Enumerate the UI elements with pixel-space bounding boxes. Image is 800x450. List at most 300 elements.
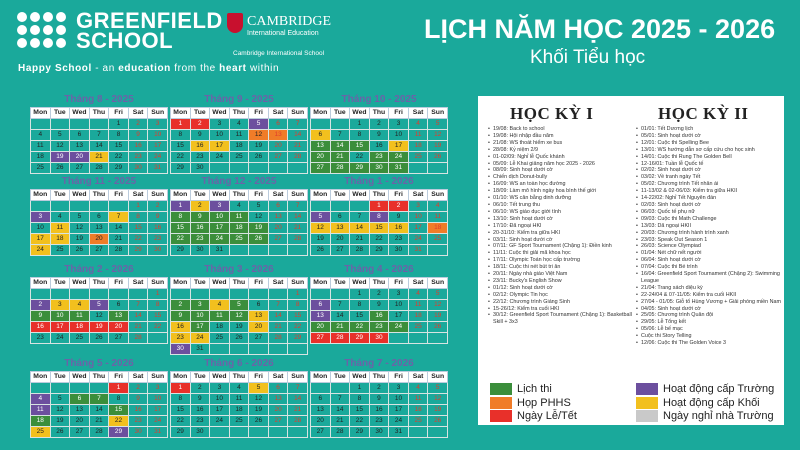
event-item: • 25/05: Chương trình Quân đội — [636, 312, 784, 319]
empty-cell — [350, 201, 370, 212]
empty-cell — [31, 201, 51, 212]
empty-cell — [89, 119, 109, 130]
day-cell: 11 — [408, 300, 428, 311]
weekday-header: Fri — [389, 108, 409, 119]
empty-cell — [109, 289, 129, 300]
day-cell: 21 — [89, 152, 109, 163]
day-cell: 19 — [428, 405, 448, 416]
weekday-header: Tue — [330, 190, 350, 201]
event-item: • 20/11: Ngày nhà giáo Việt Nam — [488, 271, 636, 278]
weekday-header: Fri — [109, 372, 129, 383]
day-cell: 5 — [70, 212, 90, 223]
day-cell: 26 — [229, 333, 249, 344]
day-cell: 7 — [330, 394, 350, 405]
day-cell: 20 — [89, 234, 109, 245]
day-cell: 11 — [428, 212, 448, 223]
day-cell: 28 — [89, 163, 109, 174]
empty-cell — [89, 289, 109, 300]
day-cell: 21 — [128, 322, 148, 333]
day-cell: 4 — [428, 201, 448, 212]
day-cell: 21 — [89, 416, 109, 427]
day-cell: 16 — [369, 311, 389, 322]
weekday-header: Sun — [148, 278, 168, 289]
weekday-header: Fri — [109, 278, 129, 289]
empty-cell — [428, 163, 448, 174]
day-cell: 21 — [288, 223, 308, 234]
event-item: • 18/09: Làm mô hình ngày hoa bình thế giới — [488, 188, 636, 195]
month-calendar — [30, 93, 168, 174]
weekday-header: Tue — [190, 190, 210, 201]
weekday-header: Wed — [210, 190, 230, 201]
weekday-header: Fri — [389, 372, 409, 383]
empty-cell — [268, 427, 288, 438]
weekday-header: Sun — [288, 108, 308, 119]
day-cell: 31 — [190, 344, 210, 355]
day-cell: 25 — [50, 245, 70, 256]
day-cell: 14 — [89, 141, 109, 152]
weekday-header: Wed — [210, 372, 230, 383]
day-cell: 28 — [288, 152, 308, 163]
day-cell: 5 — [249, 119, 269, 130]
day-cell: 2 — [190, 119, 210, 130]
weekday-header: Mon — [31, 190, 51, 201]
empty-cell — [311, 119, 331, 130]
weekday-header: Fri — [249, 372, 269, 383]
weekday-header: Wed — [210, 108, 230, 119]
day-cell: 31 — [389, 163, 409, 174]
weekday-header: Fri — [389, 190, 409, 201]
day-cell: 16 — [148, 223, 168, 234]
day-cell: 13 — [311, 141, 331, 152]
weekday-header: Sat — [128, 278, 148, 289]
day-cell: 2 — [369, 383, 389, 394]
event-item: • 09/03: Cuộc thi Math Challenge — [636, 216, 784, 223]
event-item: • 20/03: Chương trình hành trình xanh — [636, 230, 784, 237]
weekday-header: Sun — [148, 108, 168, 119]
day-cell: 30 — [128, 163, 148, 174]
day-cell: 7 — [268, 300, 288, 311]
day-cell: 20 — [268, 223, 288, 234]
legend-label: Ngày nghỉ nhà Trường — [663, 410, 774, 422]
day-cell: 11 — [31, 405, 51, 416]
day-cell: 10 — [210, 212, 230, 223]
day-cell: 13 — [311, 311, 331, 322]
empty-cell — [428, 427, 448, 438]
empty-cell — [210, 344, 230, 355]
month-grid — [30, 107, 168, 174]
day-cell: 10 — [389, 300, 409, 311]
day-cell: 17 — [210, 405, 230, 416]
tagline — [18, 63, 279, 74]
weekday-header: Wed — [210, 278, 230, 289]
weekday-header: Thu — [89, 190, 109, 201]
day-cell: 24 — [50, 333, 70, 344]
empty-cell — [31, 289, 51, 300]
day-cell: 21 — [330, 322, 350, 333]
day-cell: 10 — [408, 212, 428, 223]
day-cell: 1 — [109, 383, 129, 394]
weekday-header: Thu — [369, 372, 389, 383]
day-cell: 23 — [369, 416, 389, 427]
month-title: Tháng 1 - 2026 — [344, 176, 414, 187]
day-cell: 8 — [171, 394, 191, 405]
event-item: • 23/03: Speak Out Season 1 — [636, 237, 784, 244]
month-grid — [170, 277, 308, 355]
day-cell: 6 — [249, 300, 269, 311]
weekday-header: Thu — [229, 278, 249, 289]
day-cell: 13 — [311, 405, 331, 416]
event-item: • 14-22/02: Nghỉ Tết Nguyên đán — [636, 195, 784, 202]
day-cell: 12 — [89, 311, 109, 322]
weekday-header: Sat — [268, 108, 288, 119]
empty-cell — [330, 119, 350, 130]
day-cell: 6 — [311, 300, 331, 311]
day-cell: 26 — [249, 152, 269, 163]
empty-cell — [311, 201, 331, 212]
event-item: • 13/03: Dã ngoại HKII — [636, 223, 784, 230]
day-cell: 8 — [350, 394, 370, 405]
day-cell: 17 — [389, 311, 409, 322]
day-cell: 24 — [210, 416, 230, 427]
empty-cell — [229, 289, 249, 300]
day-cell: 14 — [330, 311, 350, 322]
day-cell: 20 — [330, 234, 350, 245]
weekday-header: Thu — [89, 278, 109, 289]
month-calendar — [170, 175, 308, 256]
day-cell: 15 — [148, 311, 168, 322]
day-cell: 3 — [148, 119, 168, 130]
day-cell: 11 — [50, 223, 70, 234]
event-item: • 12/06: Cuộc thi The Golden Voice 3 — [636, 340, 784, 347]
weekday-header: Tue — [50, 108, 70, 119]
day-cell: 31 — [389, 427, 409, 438]
day-cell: 7 — [330, 130, 350, 141]
empty-cell — [311, 383, 331, 394]
day-cell: 2 — [31, 300, 51, 311]
empty-cell — [210, 427, 230, 438]
month-calendar — [170, 357, 308, 438]
empty-cell — [249, 344, 269, 355]
day-cell: 10 — [148, 394, 168, 405]
legend-label: Họp PHHS — [517, 396, 571, 409]
day-cell: 29 — [369, 245, 389, 256]
day-cell: 1 — [350, 119, 370, 130]
event-item: • 07/04: Cuộc thi Bé trình — [636, 264, 784, 271]
empty-cell — [31, 383, 51, 394]
month-calendars — [30, 93, 450, 443]
day-cell: 2 — [171, 300, 191, 311]
day-cell: 27 — [330, 245, 350, 256]
empty-cell — [249, 289, 269, 300]
day-cell: 9 — [190, 212, 210, 223]
event-item: • 27/04 - 01/05: Giỗ tổ Hùng Vương + Giải phóng miền Nam — [636, 299, 784, 306]
day-cell: 1 — [369, 201, 389, 212]
day-cell: 26 — [50, 427, 70, 438]
weekday-header: Wed — [70, 278, 90, 289]
day-cell: 7 — [288, 383, 308, 394]
day-cell: 29 — [171, 163, 191, 174]
day-cell: 26 — [311, 245, 331, 256]
event-item: • 02/02: Sinh hoạt dưới cờ — [636, 167, 784, 174]
day-cell: 23 — [190, 416, 210, 427]
day-cell: 4 — [31, 394, 51, 405]
tagline-text-3: within — [246, 63, 280, 74]
day-cell: 26 — [249, 416, 269, 427]
day-cell: 2 — [369, 289, 389, 300]
month-calendar — [30, 175, 168, 256]
day-cell: 11 — [70, 311, 90, 322]
legend-item — [490, 397, 571, 409]
day-cell: 26 — [70, 245, 90, 256]
day-cell: 15 — [109, 405, 129, 416]
day-cell: 1 — [350, 383, 370, 394]
empty-cell — [428, 333, 448, 344]
weekday-header: Tue — [50, 372, 70, 383]
day-cell: 25 — [408, 152, 428, 163]
event-item: • 20-31/10: Kiểm tra giữa HKI — [488, 230, 636, 237]
weekday-header: Sat — [408, 190, 428, 201]
day-cell: 20 — [268, 405, 288, 416]
weekday-header: Sat — [268, 278, 288, 289]
day-cell: 7 — [89, 394, 109, 405]
day-cell: 17 — [210, 141, 230, 152]
month-title: Tháng 5 - 2026 — [64, 358, 134, 369]
event-item: • 05/09: Lễ Khai giảng năm học 2025 - 2026 — [488, 161, 636, 168]
day-cell: 8 — [128, 212, 148, 223]
school-name-line2: SCHOOL — [76, 28, 174, 53]
day-cell: 15 — [171, 223, 191, 234]
empty-cell — [268, 344, 288, 355]
day-cell: 26 — [428, 322, 448, 333]
month-calendar — [310, 175, 448, 256]
month-title: Tháng 4 - 2026 — [344, 264, 414, 275]
page-title: LỊCH NĂM HỌC 2025 - 2026 — [424, 14, 776, 44]
legend-item — [490, 410, 577, 422]
weekday-header: Wed — [350, 278, 370, 289]
month-calendar — [30, 263, 168, 344]
day-cell: 3 — [389, 289, 409, 300]
empty-cell — [428, 245, 448, 256]
day-cell: 6 — [70, 130, 90, 141]
day-cell: 13 — [89, 223, 109, 234]
legend-item — [636, 383, 774, 395]
day-cell: 25 — [408, 416, 428, 427]
weekday-header: Sat — [128, 372, 148, 383]
day-cell: 27 — [70, 163, 90, 174]
day-cell: 10 — [190, 311, 210, 322]
day-cell: 19 — [70, 234, 90, 245]
day-cell: 30 — [190, 427, 210, 438]
day-cell: 16 — [31, 322, 51, 333]
event-item: • 03/02: Về tranh ngày Tết — [636, 174, 784, 181]
day-cell: 9 — [128, 394, 148, 405]
empty-cell — [330, 383, 350, 394]
page-subtitle: Khối Tiểu học — [530, 47, 646, 68]
event-item: • 23/11: Bucky's English Show — [488, 278, 636, 285]
day-cell: 29 — [171, 245, 191, 256]
weekday-header: Tue — [50, 278, 70, 289]
day-cell: 24 — [148, 416, 168, 427]
day-cell: 15 — [109, 141, 129, 152]
day-cell: 15 — [128, 223, 148, 234]
weekday-header: Mon — [31, 108, 51, 119]
weekday-header: Sun — [288, 190, 308, 201]
day-cell: 17 — [31, 234, 51, 245]
weekday-header: Sat — [268, 372, 288, 383]
weekday-header: Tue — [50, 190, 70, 201]
weekday-header: Sat — [408, 278, 428, 289]
day-cell: 5 — [50, 130, 70, 141]
event-item: • 28/08: Kỷ niệm 2/9 — [488, 147, 636, 154]
day-cell: 18 — [31, 152, 51, 163]
day-cell: 5 — [311, 212, 331, 223]
event-item: • 05/06: Lễ bế mạc — [636, 326, 784, 333]
empty-cell — [171, 289, 191, 300]
day-cell: 3 — [210, 201, 230, 212]
day-cell: 9 — [128, 130, 148, 141]
empty-cell — [70, 201, 90, 212]
event-item: • 06/03: Quốc tế phụ nữ — [636, 209, 784, 216]
day-cell: 21 — [330, 152, 350, 163]
day-cell: 19 — [311, 234, 331, 245]
event-item: • 06/10: WS giáo dục giới tính — [488, 209, 636, 216]
weekday-header: Thu — [89, 108, 109, 119]
day-cell: 7 — [330, 300, 350, 311]
weekday-header: Sun — [288, 372, 308, 383]
day-cell: 14 — [288, 394, 308, 405]
month-grid — [310, 371, 448, 438]
event-item: • 30/12: Greenfield Sport Tournament (Chặng 1): Basketball Skill + 3x3 — [488, 312, 636, 326]
day-cell: 29 — [109, 163, 129, 174]
empty-cell — [229, 427, 249, 438]
day-cell: 29 — [288, 333, 308, 344]
event-item: • 01-02/09: Nghỉ lễ Quốc khánh — [488, 154, 636, 161]
day-cell: 20 — [311, 152, 331, 163]
empty-cell — [249, 163, 269, 174]
day-cell: 10 — [50, 311, 70, 322]
day-cell: 20 — [70, 416, 90, 427]
day-cell: 13 — [109, 311, 129, 322]
event-item: • 12-16/01: Tuần lễ Quốc tế — [636, 161, 784, 168]
day-cell: 28 — [330, 163, 350, 174]
day-cell: 23 — [128, 152, 148, 163]
day-cell: 13 — [268, 212, 288, 223]
event-item: • 02/12: Olympic Tin học — [488, 292, 636, 299]
empty-cell — [50, 201, 70, 212]
weekday-header: Wed — [70, 190, 90, 201]
day-cell: 23 — [389, 234, 409, 245]
day-cell: 24 — [389, 416, 409, 427]
empty-cell — [31, 119, 51, 130]
day-cell: 18 — [428, 223, 448, 234]
day-cell: 25 — [229, 234, 249, 245]
weekday-header: Tue — [190, 278, 210, 289]
empty-cell — [109, 201, 129, 212]
day-cell: 17 — [389, 141, 409, 152]
event-item: • 16/09: WS an toàn học đường — [488, 181, 636, 188]
day-cell: 18 — [229, 141, 249, 152]
day-cell: 27 — [268, 152, 288, 163]
day-cell: 30 — [171, 344, 191, 355]
day-cell: 6 — [268, 383, 288, 394]
day-cell: 19 — [89, 322, 109, 333]
day-cell: 19 — [249, 223, 269, 234]
empty-cell — [288, 245, 308, 256]
event-item: • 11/11: Cuộc thi giải mã khoa học — [488, 250, 636, 257]
school-name — [76, 8, 223, 53]
day-cell: 22 — [350, 322, 370, 333]
empty-cell — [229, 245, 249, 256]
day-cell: 15 — [288, 311, 308, 322]
day-cell: 22 — [171, 152, 191, 163]
day-cell: 26 — [428, 416, 448, 427]
event-item: • 05/01: Sinh hoạt dưới cờ — [636, 133, 784, 140]
day-cell: 4 — [229, 383, 249, 394]
empty-cell — [229, 163, 249, 174]
day-cell: 23 — [190, 152, 210, 163]
weekday-header: Fri — [249, 190, 269, 201]
day-cell: 30 — [369, 163, 389, 174]
day-cell: 12 — [249, 212, 269, 223]
empty-cell — [408, 427, 428, 438]
day-cell: 11 — [229, 212, 249, 223]
day-cell: 1 — [171, 383, 191, 394]
day-cell: 20 — [311, 322, 331, 333]
day-cell: 8 — [350, 130, 370, 141]
day-cell: 3 — [389, 383, 409, 394]
day-cell: 15 — [171, 405, 191, 416]
day-cell: 4 — [408, 383, 428, 394]
day-cell: 31 — [148, 427, 168, 438]
empty-cell — [288, 344, 308, 355]
day-cell: 1 — [288, 289, 308, 300]
weekday-header: Thu — [369, 190, 389, 201]
month-grid — [310, 277, 448, 344]
day-cell: 16 — [369, 405, 389, 416]
day-cell: 15 — [171, 141, 191, 152]
day-cell: 24 — [389, 152, 409, 163]
day-cell: 10 — [389, 394, 409, 405]
empty-cell — [89, 383, 109, 394]
day-cell: 12 — [70, 223, 90, 234]
legend-swatch — [636, 397, 658, 409]
day-cell: 28 — [330, 333, 350, 344]
day-cell: 14 — [109, 223, 129, 234]
day-cell: 8 — [109, 394, 129, 405]
weekday-header: Fri — [249, 108, 269, 119]
day-cell: 1 — [109, 119, 129, 130]
month-calendar — [30, 357, 168, 438]
semester-1-events — [488, 126, 636, 326]
day-cell: 5 — [89, 300, 109, 311]
weekday-header: Sat — [128, 190, 148, 201]
weekday-header: Mon — [171, 108, 191, 119]
weekday-header: Sun — [428, 372, 448, 383]
day-cell: 17 — [50, 322, 70, 333]
empty-cell — [249, 427, 269, 438]
day-cell: 23 — [31, 333, 51, 344]
event-item: • 01/01: Tết Dương lịch — [636, 126, 784, 133]
event-item: • 13/10: Sinh hoạt dưới cờ — [488, 216, 636, 223]
day-cell: 18 — [408, 141, 428, 152]
day-cell: 24 — [148, 152, 168, 163]
day-cell: 11 — [408, 394, 428, 405]
day-cell: 9 — [190, 394, 210, 405]
day-cell: 20 — [249, 322, 269, 333]
day-cell: 4 — [210, 300, 230, 311]
month-title: Tháng 2 - 2026 — [64, 264, 134, 275]
header — [0, 0, 800, 86]
